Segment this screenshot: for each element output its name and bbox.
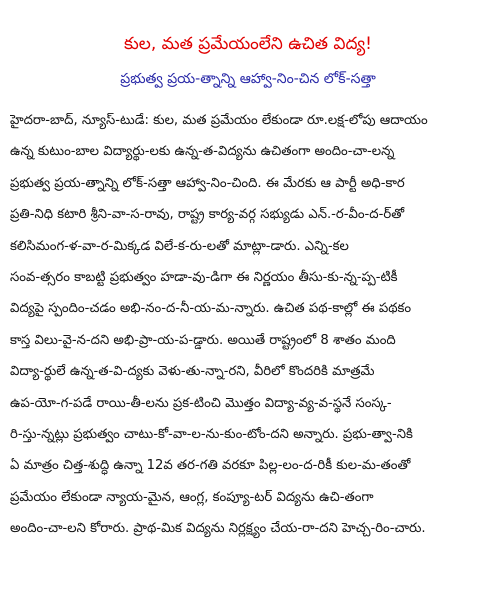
article-subheadline: ప్రభుత్వ ప్రయ-త్నాన్ని ఆహ్వా-నిం-చిన లోక్-సత్తా	[120, 71, 376, 87]
body-line: విద్యపై స్పందిం-చడం అభి-నం-ద-నీ-య-మ-న్నారు. ఉచిత పథ-కాల్లో ఈ పథకం	[10, 301, 412, 317]
body-line: హైదరా-బాద్, న్యూస్-టుడే: కుల, మత ప్రమేయం లేకుండా రూ.లక్ష-లోపు ఆదాయం	[10, 113, 428, 128]
body-line: సంవ-త్సరం కాబట్టి ప్రభుత్వం హడా-వు-డిగా ఈ నిర్ణయం తీసు-కు-న్న-ప్ప-టికీ	[10, 270, 398, 286]
body-line: ఉన్న కుటుం-బాల విద్యార్థు-లకు ఉన్న-త-విద్యను ఉచితంగా అందిం-చా-లన్న	[10, 144, 395, 160]
article-body	[10, 89, 486, 545]
body-line: ప్రతి-నిధి కటారి శ్రీని-వా-స-రావు, రాష్ట్ర కార్య-వర్గ సభ్యుడు ఎన్.-ర-వీం-ద-ర్‌తో	[10, 207, 405, 223]
body-line: కాస్త విలు-వై-న-దని అభి-ప్రా-య-ప-డ్డారు. అయితే రాష్ట్రంలో 8 శాతం మంది	[10, 332, 396, 348]
body-line: అందిం-చా-లని కోరారు. ప్రాథ-మిక విద్యను నిర్లక్ష్యం చేయ-రా-దని హెచ్చ-రిం-చారు.	[10, 521, 426, 537]
body-line: ఏ మాత్రం చిత్త-శుద్ధి ఉన్నా 12వ తర-గతి వరకూ పిల్ల-లం-ద-రికీ కుల-మ-తంతో	[10, 458, 411, 474]
body-line: ఉప-యో-గ-పడే రాయి-తీ-లను ప్రక-టించి మొత్తం విద్యా-వ్య-వ-స్థనే సంస్క-	[10, 395, 392, 411]
body-line: కలిసిమంగ-ళ-వా-ర-మిక్కడ విలే-క-రు-లతో మాట్లా-డారు. ఎన్ని-కల	[10, 238, 349, 254]
article-headline: కుల, మత ప్రమేయంలేని ఉచిత విద్య!	[124, 34, 372, 54]
body-line: ప్రమేయం లేకుండా న్యాయ-మైన, ఆంగ్ల, కంప్యూ-టర్ విద్యను ఉచి-తంగా	[10, 489, 374, 505]
body-line: విద్యా-ర్థులే ఉన్న-త-వి-ద్యకు వెళు-తు-న్నా-రని, వీరిలో కొందరికి మాత్రమే	[10, 364, 375, 380]
body-line: ప్రభుత్వ ప్రయ-త్నాన్ని లోక్-సత్తా ఆహ్వా-నిం-చింది. ఈ మేరకు ఆ పార్టీ అధి-కార	[10, 175, 405, 191]
body-line: రి-స్తు-న్నట్లు ప్రభుత్వం చాటు-కో-వా-ల-ను-కుం-టోం-దని అన్నారు. ప్రభు-త్వా-నికి	[10, 427, 413, 443]
